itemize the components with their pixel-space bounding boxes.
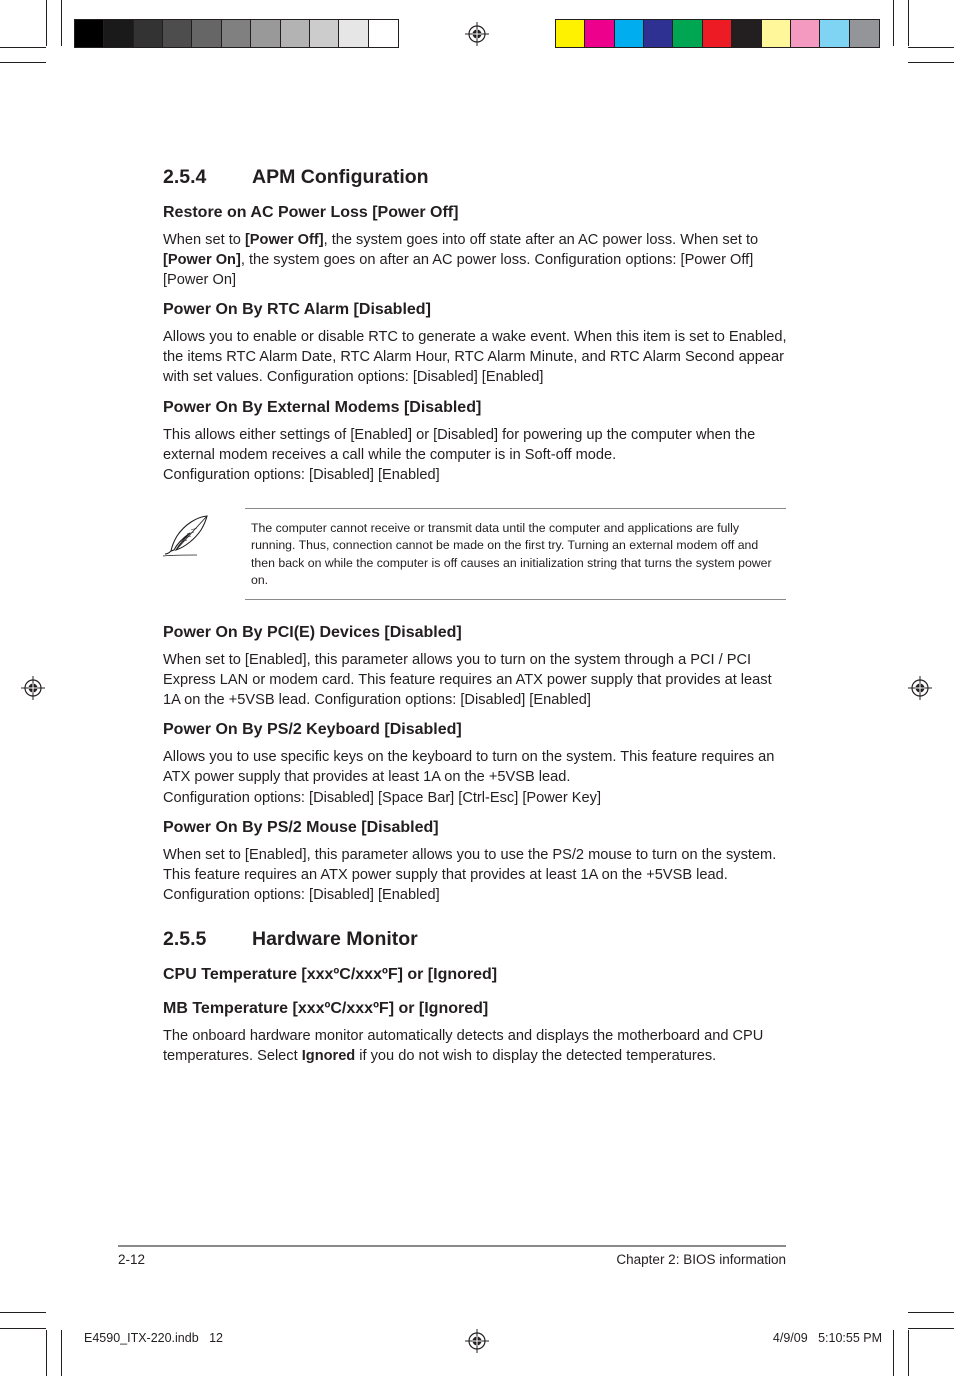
color-swatch xyxy=(615,20,644,47)
item-heading: Power On By PS/2 Keyboard [Disabled] xyxy=(163,721,462,738)
color-swatch xyxy=(791,20,820,47)
footer-rule xyxy=(118,1245,786,1247)
print-slug-timestamp: 4/9/09 5:10:55 PM xyxy=(772,1331,882,1345)
color-swatch xyxy=(163,20,192,47)
crop-mark xyxy=(0,1328,46,1329)
color-calibration-bar xyxy=(555,19,880,48)
registration-mark-icon xyxy=(465,1329,489,1353)
color-swatch xyxy=(644,20,673,47)
item-description: Allows you to enable or disable RTC to generate a wake event. When this item is set to Enabled, the items RTC Alarm Date, RTC Alarm Hour, RTC Alarm Minute, and RTC Alarm Second appear with set values. Configuration options: [Disabled] [Enabled] xyxy=(163,329,787,386)
item-options: Configuration options: [Disabled] [Enabled] xyxy=(163,467,440,483)
item-description: When set to [Enabled], this parameter allows you to turn on the system through a PCI / PCI Express LAN or modem card. This feature requires an ATX power supply that provides at least 1A on the +5VSB lead. Configuration options: [Disabled] [Enabled] xyxy=(163,652,772,709)
chapter-title: Chapter 2: BIOS information xyxy=(616,1252,786,1267)
item-heading: Power On By RTC Alarm [Disabled] xyxy=(163,301,431,318)
color-swatch xyxy=(192,20,221,47)
crop-mark xyxy=(61,0,62,46)
color-swatch xyxy=(703,20,732,47)
text-run-bold: [Power On] xyxy=(163,252,241,269)
grayscale-calibration-bar xyxy=(74,19,399,48)
item-description: This allows either settings of [Enabled] or [Disabled] for powering up the computer when the external modem receives a call while the computer is in Soft-off mode. xyxy=(163,427,756,464)
color-swatch xyxy=(75,20,104,47)
crop-mark xyxy=(0,47,46,48)
color-swatch xyxy=(281,20,310,47)
text-run-bold: [Power Off] xyxy=(244,232,324,248)
color-swatch xyxy=(134,20,163,47)
color-swatch xyxy=(585,20,614,47)
feather-pen-icon xyxy=(163,514,211,558)
item-options: Configuration options: [Disabled] [Space Bar] [Ctrl-Esc] [Power Key] xyxy=(163,790,602,806)
crop-mark xyxy=(908,1330,909,1376)
crop-mark xyxy=(46,1330,47,1376)
item-heading: CPU Temperature [xxxºC/xxxºF] or [Ignored] xyxy=(163,966,498,983)
color-swatch xyxy=(251,20,280,47)
section-title: Hardware Monitor xyxy=(252,928,418,950)
registration-mark-icon xyxy=(908,676,932,700)
item-heading: Power On By PS/2 Mouse [Disabled] xyxy=(163,819,439,836)
color-swatch xyxy=(732,20,761,47)
crop-mark xyxy=(46,0,47,46)
color-swatch xyxy=(850,20,879,47)
print-slug-filename: E4590_ITX-220.indb 12 xyxy=(84,1331,223,1345)
crop-mark xyxy=(908,0,909,46)
item-heading: Restore on AC Power Loss [Power Off] xyxy=(163,204,459,221)
crop-mark xyxy=(908,1312,954,1313)
crop-mark xyxy=(0,62,46,63)
section-heading-2-5-4 xyxy=(163,166,787,189)
item-description: Allows you to use specific keys on the keyboard to turn on the system. This feature requires an ATX power supply that provides at least 1A on the +5VSB lead. xyxy=(163,749,775,786)
crop-mark xyxy=(61,1330,62,1376)
color-swatch xyxy=(369,20,398,47)
text-run: The onboard hardware monitor automatically detects and displays the motherboard and CPU temperatures. Select xyxy=(163,1028,764,1065)
registration-mark-icon xyxy=(465,22,489,46)
registration-mark-icon xyxy=(21,676,45,700)
color-swatch xyxy=(310,20,339,47)
color-swatch xyxy=(556,20,585,47)
note-box xyxy=(163,508,786,600)
color-swatch xyxy=(339,20,368,47)
text-run: , the system goes on after an AC power loss. Configuration options: [Power Off] [Power On] xyxy=(163,252,754,289)
crop-mark xyxy=(0,1312,46,1313)
item-description xyxy=(163,1026,787,1066)
note-icon-area xyxy=(163,508,245,600)
item-heading: Power On By PCI(E) Devices [Disabled] xyxy=(163,624,462,641)
item-heading: MB Temperature [xxxºC/xxxºF] or [Ignored] xyxy=(163,1000,489,1017)
page-number: 2-12 xyxy=(118,1252,146,1267)
color-swatch xyxy=(104,20,133,47)
text-run: , the system goes into off state after an AC power loss. When set to xyxy=(323,232,759,248)
item-heading: Power On By External Modems [Disabled] xyxy=(163,399,482,416)
crop-mark xyxy=(908,62,954,63)
color-swatch xyxy=(673,20,702,47)
section-number: 2.5.5 xyxy=(163,928,207,950)
item-description xyxy=(163,230,787,291)
section-heading-2-5-5 xyxy=(163,928,787,951)
text-run-bold: Ignored xyxy=(301,1048,356,1065)
color-swatch xyxy=(762,20,791,47)
section-number: 2.5.4 xyxy=(163,166,207,188)
color-swatch xyxy=(820,20,849,47)
crop-mark xyxy=(908,1328,954,1329)
crop-mark xyxy=(893,1330,894,1376)
item-description: When set to [Enabled], this parameter allows you to use the PS/2 mouse to turn on the system. This feature requires an ATX power supply that provides at least 1A on the +5VSB lead. Configuration options: [Disabled] [Enabled] xyxy=(163,847,777,904)
note-text: The computer cannot receive or transmit data until the computer and applications are fully running. Thus, connection cannot be made on the first try. Turning an external modem off and then back on while the computer is off causes an initialization string that turns the system power on. xyxy=(251,521,772,587)
crop-mark xyxy=(908,47,954,48)
crop-mark xyxy=(893,0,894,46)
section-title: APM Configuration xyxy=(252,166,429,188)
text-run: When set to xyxy=(163,232,245,248)
text-run: if you do not wish to display the detected temperatures. xyxy=(355,1048,717,1065)
color-swatch xyxy=(222,20,251,47)
